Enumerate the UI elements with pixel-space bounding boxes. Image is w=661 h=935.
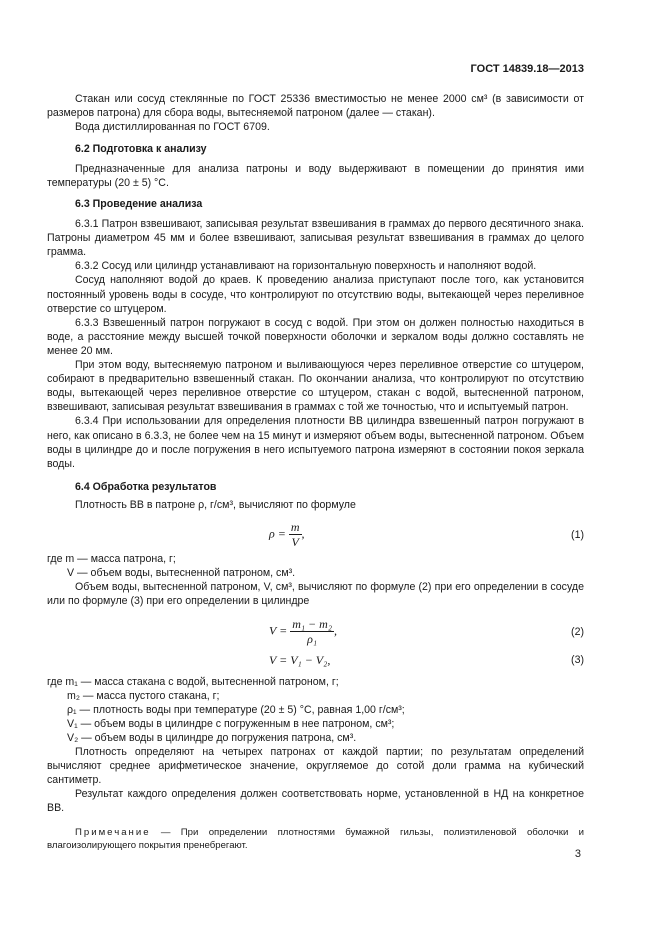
formula-1: ρ = $\frac{m}{V}$ , (1) [269, 520, 584, 550]
formula-2: V = $\frac{\text{m₁ − m₂}}{\text{ρ₁}}$ , (2) [269, 616, 584, 646]
section-title: 6.4 Обработка результатов [75, 481, 217, 493]
section-title: 6.3 Проведение анализа [75, 198, 203, 210]
paragraph: 6.3.1 Патрон взвешивают, записывая результат взвешивания в граммах до первого десятичного знака. Патроны диаметром 45 мм и более взвешивают, записывая результат взвешивания в граммах до целого грамма. [47, 218, 584, 259]
note-label: Примечание [75, 826, 151, 838]
paragraph: Плотность определяют на четырех патронах от каждой партии; по результатам определений вычисляют среднее арифметическое значение, округляемое до сотой доли грамма на кубический сантиметр. [47, 746, 584, 787]
definition: ρ₁ — плотность воды при температуре (20 ± 5) °С, равная 1,00 г/см³; [67, 703, 405, 716]
section-title: 6.2 Подготовка к анализу [75, 143, 207, 155]
paragraph: Предназначенные для анализа патроны и воду выдерживают в помещении до принятия ими температуры (20 ± 5) °С. [47, 163, 584, 190]
paragraph: Результат каждого определения должен соответствовать норме, установленной в НД на конкретное ВВ. [47, 788, 584, 815]
note-text: — При определении плотностями бумажной гильзы, полиэтиленовой оболочки и влагоизолирующего покрытия пренебрегают. [47, 826, 584, 851]
paragraph: Вода дистиллированная по ГОСТ 6709. [75, 121, 270, 134]
intro-block [47, 92, 584, 134]
paragraph: Сосуд наполняют водой до краев. К проведению анализа приступают после того, как установится постоянный уровень воды в сосуде, что контролируют по отсутствию воды, вытекающей через переливное отверстие со штуцером. [47, 274, 584, 315]
paragraph: 6.3.4 При использовании для определения плотности ВВ цилиндра взвешенный патрон погружают в него, как описано в 6.3.3, не более чем на 15 минут и измеряют объем воды, вытесненной патроном. Объем воды в цилиндре до и после погружения в него испытуемого патрона измеряют в состоянии покоя зеркала воды. [47, 415, 584, 470]
formula-number: (2) [571, 625, 584, 638]
document-header: ГОСТ 14839.18—2013 [470, 63, 584, 75]
formula-3: V = V₁ − V₂, (3) [269, 652, 584, 667]
section-6-3 [47, 197, 584, 471]
paragraph: Плотность ВВ в патроне ρ, г/см³, вычисляют по формуле [75, 499, 356, 512]
paragraph: Стакан или сосуд стеклянные по ГОСТ 25336 вместимостью не менее 2000 см³ (в зависимости от размеров патрона) для сбора воды, вытесняемой патроном (далее — стакан). [47, 93, 584, 120]
formula-number: (3) [571, 653, 584, 666]
definition: V — объем воды, вытесненной патроном, см³. [67, 567, 296, 580]
definition: V₁ — объем воды в цилиндре с погруженным в нее патроном, см³; [67, 717, 395, 730]
paragraph: 6.3.2 Сосуд или цилиндр устанавливают на горизонтальную поверхность и наполняют водой. [75, 260, 537, 273]
page-number: 3 [574, 848, 581, 860]
paragraph: Объем воды, вытесненной патроном, V, см³, вычисляют по формуле (2) при его определении в сосуде или по формуле (3) при его определении в цилиндре [47, 581, 584, 608]
formula-number: (1) [571, 529, 584, 542]
section-6-2 [47, 142, 584, 190]
note [47, 826, 584, 852]
paragraph: 6.3.3 Взвешенный патрон погружают в сосуд с водой. При этом он должен полностью находиться в воде, а расстояние между высшей точкой поверхности оболочки и зеркалом воды должно составлять не менее 20 мм. [47, 316, 584, 357]
definition: m₂ — масса пустого стакана, г; [67, 689, 220, 702]
definition: V₂ — объем воды в цилиндре до погружения патрона, см³. [67, 731, 357, 744]
definition: где m₁ — масса стакана с водой, вытесненной патроном, г; [47, 675, 339, 688]
paragraph: При этом воду, вытесняемую патроном и выливающуюся через переливное отверстие со штуцером, собирают в предварительно взвешенный стакан. По окончании анализа, что контролируют по отсутствию воды, вытекающей через переливное отверстие со штуцером, стакан с водой, вытесненной патроном, взвешивают, записывая результат взвешивания в граммах с той же точностью, что и испытуемый патрон. [47, 359, 584, 414]
definition: где m — масса патрона, г; [47, 553, 176, 566]
section-6-4 [47, 480, 584, 852]
